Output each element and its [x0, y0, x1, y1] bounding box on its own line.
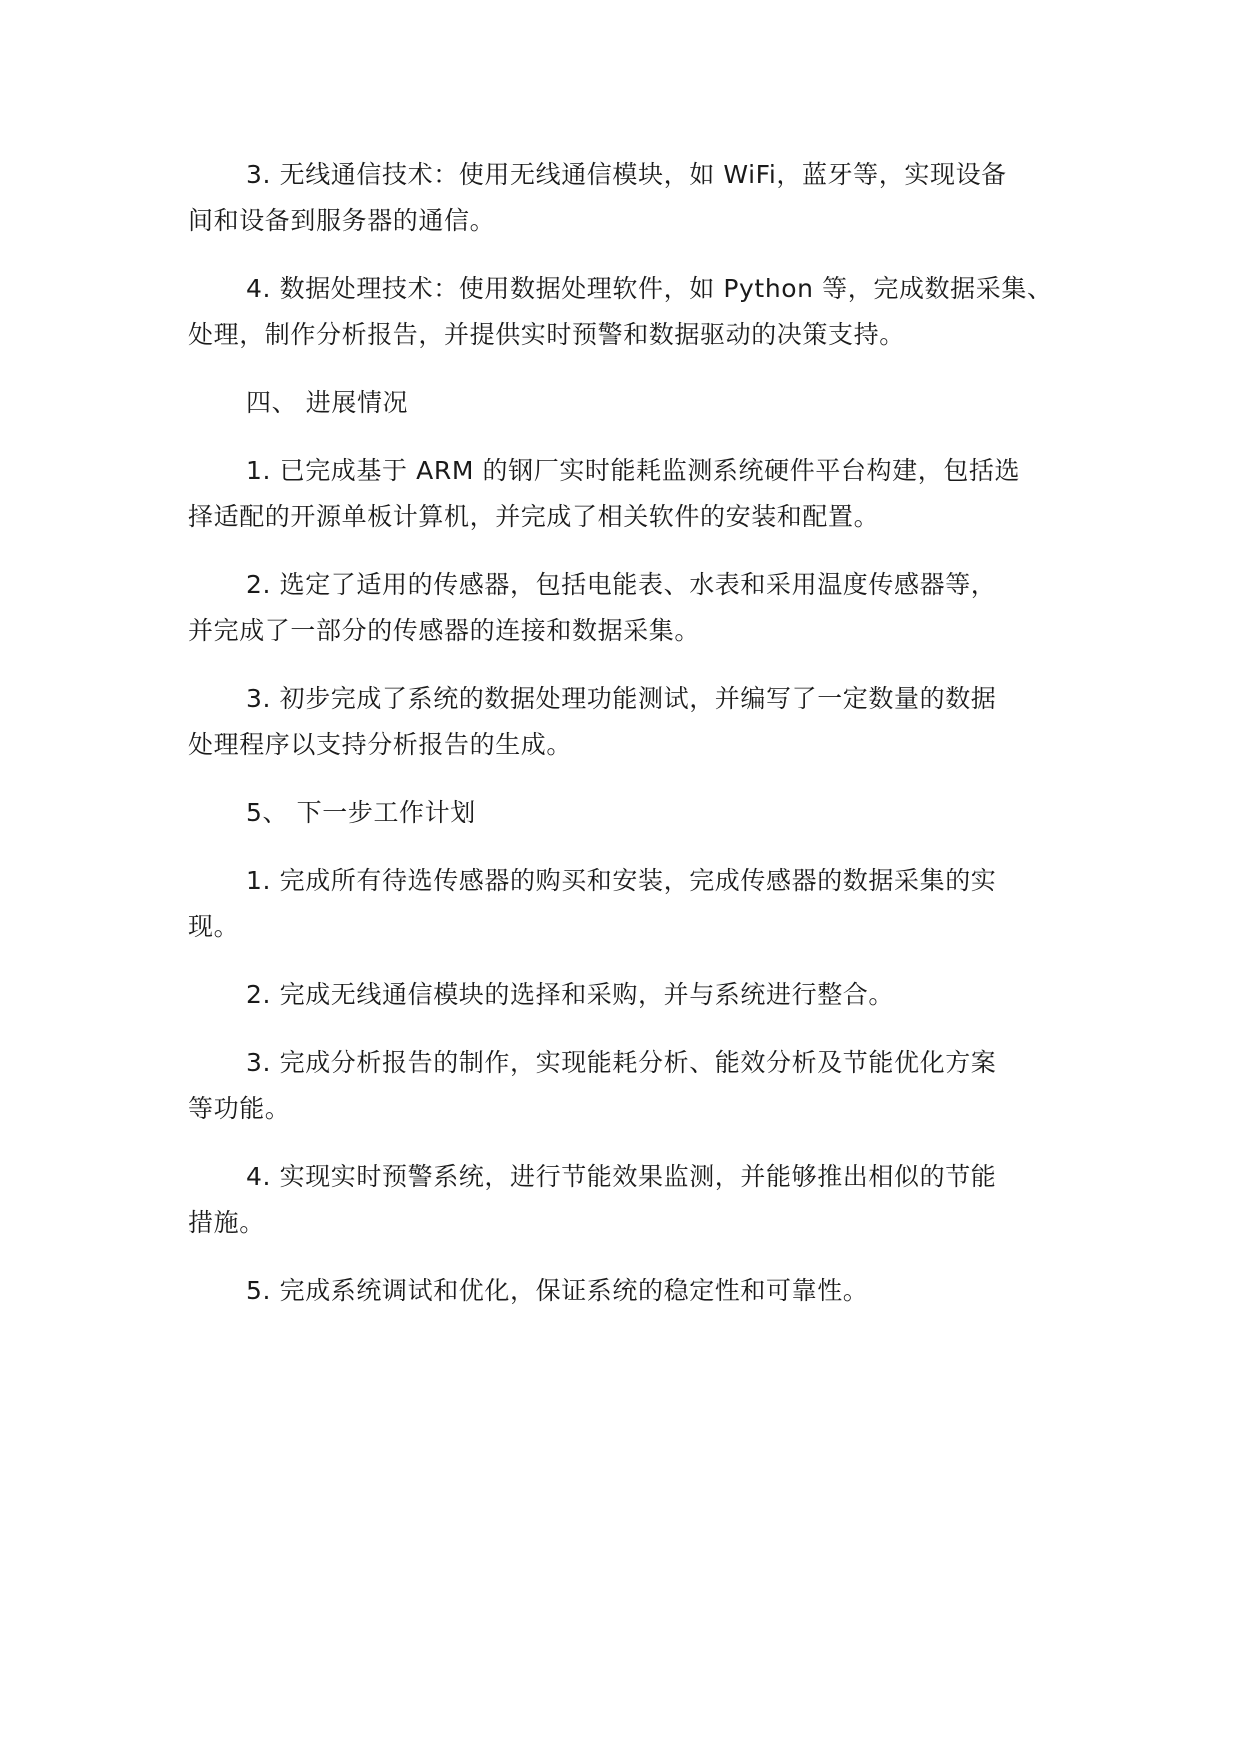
paragraph-line: 间和设备到服务器的通信。 [188, 206, 496, 235]
paragraph-line: 并完成了一部分的传感器的连接和数据采集。 [188, 616, 701, 645]
paragraph-plan-4 [188, 1154, 1056, 1246]
paragraph-line: 4. 数据处理技术：使用数据处理软件，如 Python 等，完成数据采集、 [246, 274, 1053, 303]
paragraph-line: 3. 初步完成了系统的数据处理功能测试，并编写了一定数量的数据 [246, 684, 997, 713]
paragraph-line: 处理程序以支持分析报告的生成。 [188, 730, 573, 759]
paragraph-line: 现。 [188, 912, 240, 941]
section-heading-text: 5、 下一步工作计划 [246, 798, 476, 827]
paragraph-line: 5. 完成系统调试和优化，保证系统的稳定性和可靠性。 [246, 1276, 869, 1305]
paragraph-line: 3. 无线通信技术：使用无线通信模块，如 WiFi，蓝牙等，实现设备 [246, 160, 1007, 189]
document-body [188, 152, 1056, 1314]
paragraph-line: 择适配的开源单板计算机，并完成了相关软件的安装和配置。 [188, 502, 880, 531]
paragraph-plan-1 [188, 858, 1056, 950]
paragraph-progress-3 [188, 676, 1056, 768]
section-heading-progress [188, 380, 1056, 426]
paragraph-progress-2 [188, 562, 1056, 654]
paragraph-plan-5 [188, 1268, 1056, 1314]
paragraph-plan-2 [188, 972, 1056, 1018]
paragraph-line: 1. 完成所有待选传感器的购买和安装，完成传感器的数据采集的实 [246, 866, 997, 895]
paragraph-line: 2. 选定了适用的传感器，包括电能表、水表和采用温度传感器等， [246, 570, 997, 599]
paragraph-line: 措施。 [188, 1208, 265, 1237]
paragraph-wireless-tech [188, 152, 1056, 244]
section-heading-text: 四、 进展情况 [246, 388, 409, 417]
paragraph-line: 3. 完成分析报告的制作，实现能耗分析、能效分析及节能优化方案 [246, 1048, 997, 1077]
paragraph-line: 2. 完成无线通信模块的选择和采购，并与系统进行整合。 [246, 980, 895, 1009]
paragraph-line: 等功能。 [188, 1094, 291, 1123]
paragraph-plan-3 [188, 1040, 1056, 1132]
paragraph-line: 1. 已完成基于 ARM 的钢厂实时能耗监测系统硬件平台构建，包括选 [246, 456, 1021, 485]
paragraph-progress-1 [188, 448, 1056, 540]
paragraph-data-processing-tech [188, 266, 1056, 358]
paragraph-line: 处理，制作分析报告，并提供实时预警和数据驱动的决策支持。 [188, 320, 905, 349]
paragraph-line: 4. 实现实时预警系统，进行节能效果监测，并能够推出相似的节能 [246, 1162, 997, 1191]
section-heading-next-plan [188, 790, 1056, 836]
